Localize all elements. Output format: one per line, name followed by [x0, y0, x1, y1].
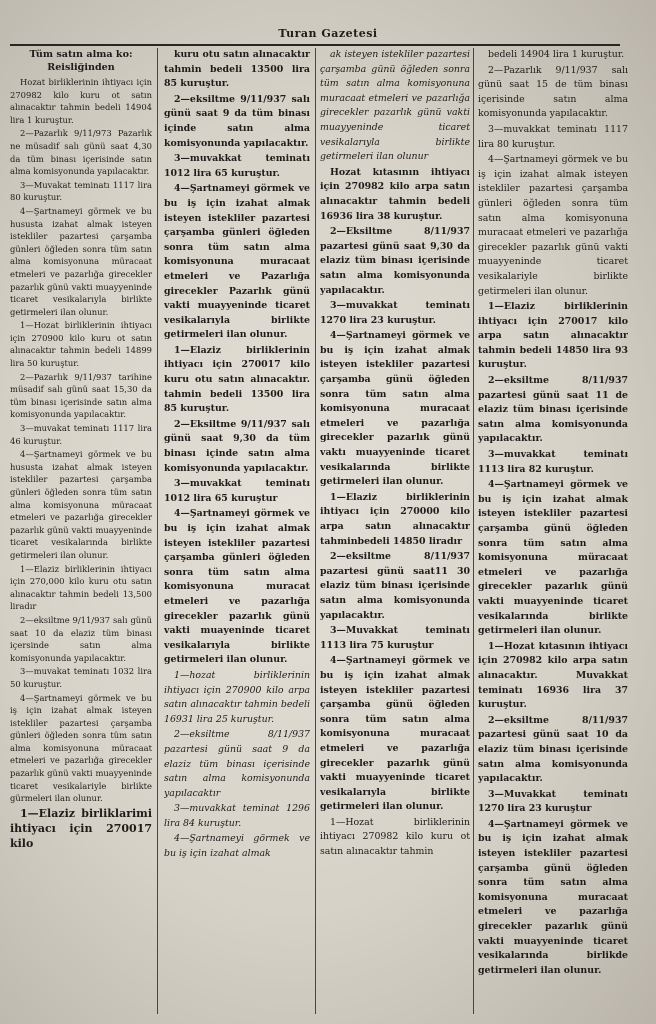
column-separator — [157, 48, 158, 1014]
announcement-paragraph: 2—eksiltme 9/11/937 salı günü saat 10 da elaziz tüm binası içersinde satın alma komisyonunda yapılacaktır. — [10, 614, 152, 663]
announcement-paragraph: 2—Eksiltme 9/11/937 salı günü saat 9,30 da tüm binası içinde satın alma komisyonunda yapılacaktır. — [164, 418, 310, 474]
announcement-paragraph: 1—Elaziz birliklarimi ihtiyacı için 270017 kilo — [10, 806, 152, 850]
announcement-paragraph: bedeli 14904 lira 1 kuruştur. — [488, 49, 625, 60]
announcement-paragraph: 1—Elaziz birliklerinin ihtiyacı için 270017 kilo kuru otu satın alınacaktır. tahmin bedeli 13500 lira 85 kuruştur. — [164, 344, 310, 415]
announcement-paragraph: 4—Şartnameyi görmek ve bu hususta izahat almak isteyen istekliler pazartesi çarşamba günleri öğleden sonra tüm satın alma komisyonuna müracaat etmeleri ve pazarlığa girecekler pazarlık günü vakti muayyeninde ticaret vesikalarıyla birlikte getirmeleri ilan olunur. — [10, 205, 152, 317]
announcement-paragraph: 3—Muvakat teminatı 1117 lira 80 kuruştur. — [10, 179, 152, 203]
announcement-paragraph: 4—Şartnameyi görmek ve bu iş için izahat almak isteyen istekliler pazartesi çarşamba günü öğleden sonra tüm satın alma komisyonuna müracaat etmeleri ve pazarlığa girecekler pazarlık günü vakti muayyeninde ticaret vesikalarında birlikte getirmeleri ilan olunur. — [478, 479, 628, 637]
announcement-paragraph: Hozat birliklerinin ihtiyacı için 270982 kilo kuru ot satın alınacaktır tahmin bedeli 14904 lira 1 kuruştur. — [10, 77, 152, 125]
announcement-paragraph: 3—muvakat teminatı 1032 lira 50 kuruştur. — [10, 666, 152, 689]
announcement-paragraph: 1—Hozat birliklerinin ihtiyacı 270982 kilo kuru ot satın alınacaktır tahmin — [320, 816, 470, 858]
column-separator — [473, 48, 474, 1014]
announcement-paragraph: 2—eksiltme 8/11/937 pazartesi günü saat 10 da elaziz tüm binası içerisinde satın alma komisyonunda yapılacaktır. — [478, 714, 628, 785]
column-4 — [478, 48, 628, 1016]
announcement-paragraph: 4—Şartnameyi görmek ve bu iş için izahat almak isteyen istekliler pazartesi çarşamba günleri öğleden sonra tüm satın alma komisyonuna muracaat etmeleri ve pazarlığa girecekler pazarlık günü vakti muayyeninde ticaret vesikalariyle birlikte getirmeleri ilan olunur. — [478, 154, 628, 297]
announcement-paragraph: 4—Şartnameyi görmek ve bu iş için izahat almak isteyen istekliler pazartesi çarşamba günü öğleden sonra tüm satın alma komisyonuna muracaat etmeleri ve pazarlığa girecekler pazarlık günü vakti muayyeninde ticaret vesikalarında birlikde getirmeleri ilan olunur. — [478, 818, 628, 976]
announcement-paragraph: 1—Elaziz birliklerinin ihtiyacı için 270017 kilo arpa satın alınacaktır tahmin bedeli 14850 lira 93 kuruştur. — [478, 301, 628, 371]
announcement-paragraph: 4—Şartnameyi görmek ve bu iş için izahat almak isteyen istekliler pazartesi çarşamba günleri öğleden sonra tüm satın alma komisyonuna müracaat etmeleri ve pazarlığa girecekler pazarlık günü vakti muayyeninde ticaret vesikalariyle birlikte gürmeleri ilan olunur. — [10, 692, 152, 804]
announcement-paragraph: 3—muvakkat teminat 1296 lira 84 kuruştur. — [164, 803, 310, 829]
newspaper-header-title: Turan Gazetesi — [278, 27, 378, 40]
announcement-paragraph: 2—eksiltme 8/11/937 pazartesi günü saat 11 de elaziz tüm binası içerisinde satın alma komisyonunda yapılacaktır. — [478, 375, 628, 445]
announcement-paragraph: 2—eksiltme 8/11/937 pazartesi günü saat11 30 elaziz tüm binası içerisinde satın alma komisyonunda yapılacaktır. — [320, 551, 470, 621]
column-1 — [10, 48, 152, 1016]
announcement-paragraph: 2—Pazarlık 9/11/973 Pazarlık ne müsadif salı günü saat 4,30 da tüm binası içerisinde satın alma komisyonunda yapılacaktır. — [10, 128, 152, 177]
announcement-paragraph: 2—Pazarlık 9/11/937 tarihine müsadif salı günü saat 15,30 da tüm binası içerisinde satın alma komisyonunda yapılacaktır. — [10, 371, 152, 420]
announcement-paragraph: 2—eksiltme 9/11/937 salı günü saat 9 da tüm binası içinde satın alma komisyonunda yapılacaktır. — [164, 93, 310, 149]
announcement-paragraph: 3—muvakkat teminatı 1113 lira 82 kuruştur. — [478, 449, 628, 475]
announcement-paragraph: 2—Eksiltme 8/11/937 pazartesi günü saat 9,30 da elaziz tüm binası içerisinde satın alma komisyonunda yapılacaktır. — [320, 226, 470, 296]
announcement-paragraph: 1—Hozat kıtasının ihtiyacı için 270982 kilo arpa satın alınacaktır. Muvakkat teminatı 16936 lira 37 kuruştur. — [478, 640, 628, 711]
column-separator — [315, 48, 316, 1014]
announcement-paragraph: 4—Şartnameyi görmek ve bu iş için izahat almak isteyen istekliler pazartesi çarşamba günü öğleden sonra tüm satın alma komisyonuna muracaat etmeleri ve pazarlığa girecekler pazarlık günü vakti muayyeninde ticaret vesikalarıyla birlikte getirmeleri ilan olunur. — [320, 655, 470, 813]
announcement-paragraph: 3—muvakkat teminatı 1270 lira 23 kuruştur. — [320, 300, 470, 326]
announcement-paragraph: 3—Muvakkat teminatı 1113 lira 75 kuruştur — [320, 625, 470, 651]
announcement-paragraph: 3—muvakkat teminatı 1012 lira 65 kuruştur. — [164, 153, 310, 179]
announcement-paragraph: 3—muvakkat teminatı 1117 lira 80 kuruştur. — [478, 123, 628, 150]
header-rule — [10, 44, 620, 46]
announcement-paragraph: 3—Muvakkat teminatı 1270 lira 23 kuruştur — [478, 788, 628, 815]
announcement-paragraph: kuru otu satın alınacaktır tahmin bedeli 13500 lira 85 kuruştur. — [164, 49, 310, 90]
announcement-paragraph: 3—muvakkat teminatı 1012 lira 65 kuruştur — [164, 478, 310, 504]
announcement-paragraph: 4—Şartnameyi görmek ve bu iş için izahat almak isteyen istekliler pazartesi çarşamba günleri öğleden sonra tüm satın alma komisyonuna muracat etmeleri ve pazarlığa girecekler pazarlık günü vakti muayeninde ticaret vesikalarıyla birlikte getirmeleri ilan olunur. — [164, 508, 310, 666]
announcement-paragraph: 1—Elaziz birliklerinin ihtiyacı için 270000 kilo arpa satın alınacaktır tahminbedeli 14850 liradır — [320, 491, 470, 547]
announcement-paragraph: ak isteyen istekliler pazartesi çarşamba günü öğleden sonra tüm satın alma komisyonuna muracaat etmeleri ve pazarlığa girecekler pazarlık günü vakti muayyeninde ticaret vesikalarıyla birlikte getirmeleri ilan olunur — [320, 49, 470, 163]
announcement-paragraph: Tüm satın alma ko: Reisliğinden — [29, 49, 133, 73]
announcement-paragraph: 2—eksiltme 8/11/937 pazartesi günü saat 9 da elaziz tüm binası içerisinde satın alma komisyonunda yapılacaktır — [164, 729, 310, 799]
announcement-paragraph: 3—muvakat teminatı 1117 lira 46 kuruştur. — [10, 423, 152, 446]
announcement-paragraph: 1—Hozat birliklerinin ihtiyacı için 270900 kilo kuru ot satın alınacaktır tahmin bedeli 14899 lira 50 kuruştur. — [10, 320, 152, 369]
announcement-paragraph: 2—Pazarlık 9/11/937 salı günü saat 15 de tüm binası içerisinde satın alma komisyonunda yapılacaktır. — [478, 64, 628, 120]
announcement-paragraph: 1—Elaziz birliklerinin ihtiyacı için 270,000 kilo kuru otu satın alınacaktır tahmin bedeli 13,500 liradır — [10, 563, 152, 612]
announcement-paragraph: 4—Şartnameyi görmek ve bu iş için izahat almak — [164, 833, 310, 860]
announcement-paragraph: Hozat kıtasının ihtiyacı için 270982 kilo arpa satın alınacaktır tahmin bedeli 16936 lira 38 kuruştur. — [320, 166, 470, 222]
announcement-paragraph: 1—hozat birliklerinin ihtiyacı için 270900 kilo arpa satın alınacaktır tahmin bedeli 16931 lira 25 kuruştur. — [164, 669, 310, 725]
announcement-paragraph: 4—Şartnameyi görmek ve bu hususta izahat almak isteyen istekliler pazartesi çarşamba günleri öğleden sonra tüm satın alma komisyonuna müracaat etmeleri ve pazarlığa girecekler pazarlık günü vakti muayyeninde ticaret vesikalarında birlikte getirmeleri ilan olunur. — [10, 449, 152, 560]
announcement-paragraph: 4—Şartnameyi görmek ve bu iş için izahat almak isteyen istekliler pazartesi çarşamba günü öğleden sonra tüm satın alma komisyonuna muracaat etmeleri ve pazarlığa girecekler pazarlık günü vaktı muayyeninde ticaret vesikalarında birlikte getirmeleri ilan olunur. — [320, 330, 470, 488]
announcement-paragraph: 4—Şartnameyi görmek ve bu iş için izahat almak isteyen istekliler pazartesi çarşamba günleri öğleden sonra tüm satın alma komisyonuna muracaat etmeleri ve Pazarlığa girecekler Pazarlık günü vakti muayyeninde ticaret vesikalarıyla birlikte getirmeleri ilan olunur. — [164, 183, 310, 341]
column-2 — [164, 48, 310, 1016]
column-3 — [320, 48, 470, 1016]
